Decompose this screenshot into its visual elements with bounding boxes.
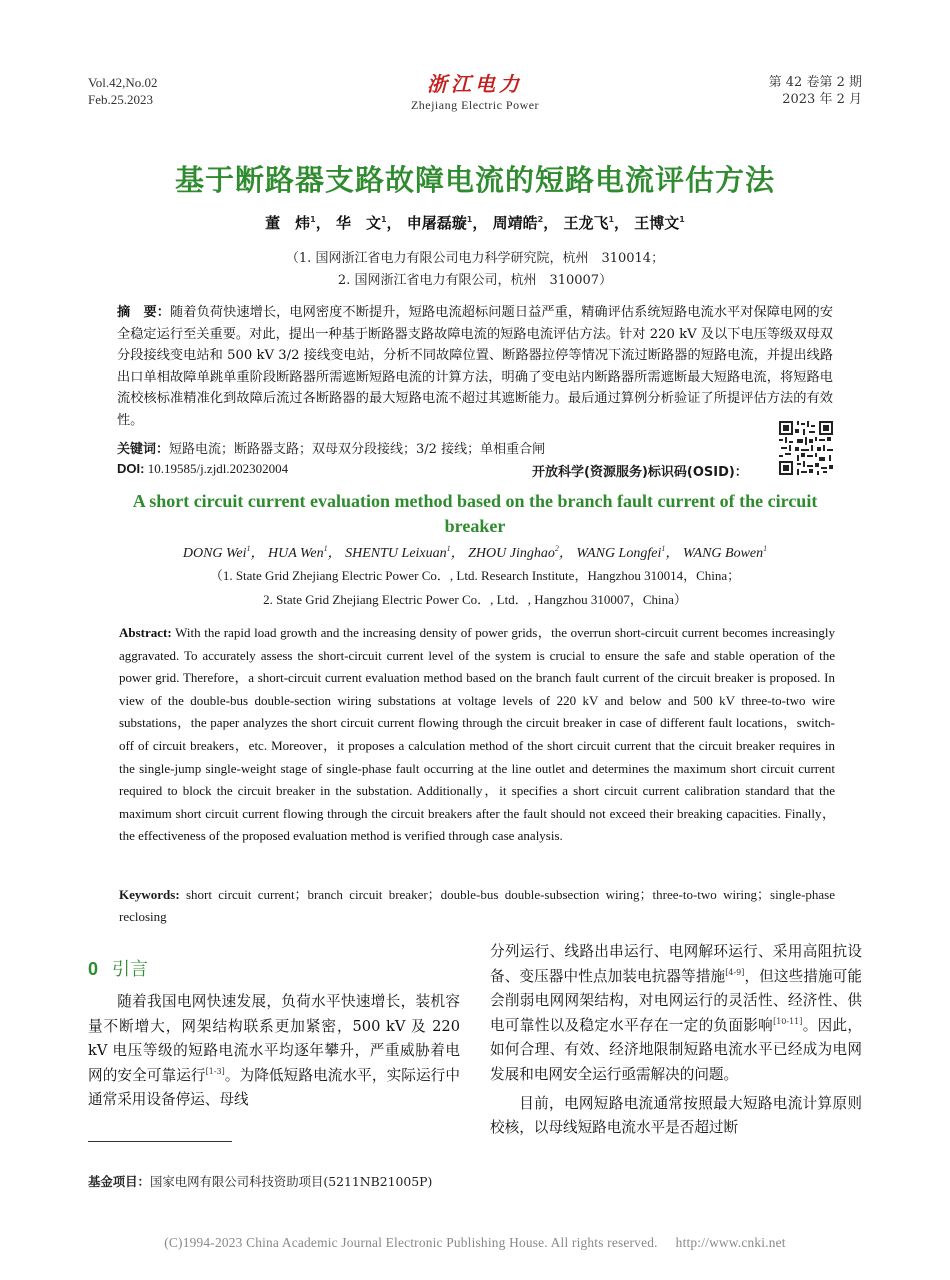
author-name: 申屠磊璇	[406, 214, 467, 232]
author-affiliation-mark: 1	[310, 215, 316, 224]
author-name: SHENTU Leixuan	[345, 546, 447, 561]
author-affiliation-mark: 1	[608, 215, 615, 224]
body-column-right	[490, 940, 862, 1141]
abstract-label: 摘 要：	[117, 305, 171, 320]
paragraph-text: 随着我国电网快速发展，负荷水平快速增长，装机容量不断增大，网架结构联系更加紧密，500 kV 及 220 kV 电压等级的短路电流水平均逐年攀升，严重威胁着电网的安全可靠运行	[88, 993, 460, 1084]
author-name: DONG Wei	[182, 546, 247, 561]
doi-label: DOI:	[117, 461, 145, 476]
funding-note	[88, 1172, 432, 1190]
paragraph-text: ，但这些措施可能会削弱电网网架结构，对电网运行的灵活性、经济性、供电可靠性以及稳定水平存在一定的负面影响	[490, 967, 862, 1034]
author-list-en: DONG Wei$^1$， HUA Wen$^1$， SHENTU Leixuan$^1$， ZHOU Jinghao$^2$， WANG Longfei$^1$， WANG Bowen$^1$	[182, 544, 768, 561]
author-affiliation-mark: 1	[246, 544, 251, 553]
affiliation-line: （1. 国网浙江省电力有限公司电力科学研究院，杭州 310014；	[285, 251, 665, 266]
author-affiliation-mark: 1	[323, 544, 328, 553]
paragraph-text: 。因此，如何合理、有效、经济地限制短路电流水平已经成为电网发展和电网安全运行亟需解决的问题。	[490, 1016, 862, 1083]
affiliation-line: （1. State Grid Zhejiang Electric Power Co．, Ltd. Research Institute，Hangzhou 310014，China；	[209, 568, 741, 583]
abstract-text: 随着负荷快速增长，电网密度不断提升，短路电流超标问题日益严重，精确评估系统短路电流水平对保障电网的安全稳定运行至关重要。对此，提出一种基于断路器支路故障电流的短路电流评估方法。针对 220 kV 及以下电压等级双母双分段接线变电站和 500 kV 3/2 接线变电站，分析不同故障位置、断路器拉停等情况下流过断路器的短路电流，并提出线路出口单相故障单跳单重阶段断路器所需遮断短路电流的计算方法，明确了变电站内断路器所需遮断最大短路电流，将短路电流校核标准精准化到故障后流过各断路器的最大短路电流不超过其遮断能力。最后通过算例分析验证了所提评估方法的有效性。	[117, 305, 833, 428]
copyright-text: (C)1994-2023 China Academic Journal Electronic Publishing House. All rights reserved.	[164, 1235, 658, 1250]
affiliations-cn	[0, 248, 950, 292]
author-name: HUA Wen	[268, 546, 324, 561]
author-name: 周靖皓	[492, 214, 538, 232]
keywords-label: Keywords:	[119, 887, 180, 902]
funding-label: 基金项目：	[88, 1174, 150, 1189]
osid-label: 开放科学(资源服务)标识码(OSID)：	[532, 465, 748, 480]
citation[interactable]: [10-11]	[773, 1016, 803, 1026]
section-number: 0	[88, 959, 99, 979]
volume-issue-cn: 第 42 卷第 2 期	[768, 75, 862, 90]
funding-text: 国家电网有限公司科技资助项目(5211NB21005P)	[149, 1174, 433, 1189]
author-affiliation-mark: 1	[446, 544, 451, 553]
author-affiliation-mark: 1	[763, 544, 768, 553]
abstract-cn	[117, 302, 833, 432]
keywords-label: 关键词：	[117, 442, 170, 457]
affiliation-line: 2. 国网浙江省电力有限公司，杭州 310007）	[337, 273, 613, 288]
author-name: ZHOU Jinghao	[468, 546, 555, 561]
publish-date: Feb.25.2023	[88, 92, 153, 107]
header-right	[769, 74, 862, 108]
paragraph-text: 分列运行、线路出串运行、电网解环运行、采用高阻抗设备、变压器中性点加装电抗器等措施	[490, 943, 862, 985]
author-affiliation-mark: 2	[554, 544, 559, 553]
paragraph	[88, 990, 460, 1113]
author-affiliation-mark: 1	[661, 544, 666, 553]
citation[interactable]: [1-3]	[205, 1066, 225, 1076]
footnote-divider	[88, 1141, 232, 1142]
citation[interactable]: [4-9]	[725, 967, 745, 977]
section-title: 引言	[112, 959, 149, 980]
keywords-en	[119, 884, 835, 928]
section-heading	[88, 955, 148, 981]
paragraph: 目前，电网短路电流通常按照最大短路电流计算原则校核，以母线短路电流水平是否超过断	[490, 1094, 862, 1137]
journal-logo: 浙江电力	[427, 72, 523, 96]
author-name: 华 文	[335, 214, 381, 232]
affiliations-en	[0, 564, 950, 612]
author-list-cn: 董 炜$^1$， 华 文$^1$， 申屠磊璇$^1$， 周靖皓$^2$， 王龙飞$^1$， 王博文$^1$	[265, 214, 685, 232]
author-name: WANG Bowen	[682, 546, 764, 561]
paper-title-cn: 基于断路器支路故障电流的短路电流评估方法	[174, 163, 775, 197]
abstract-text: With the rapid load growth and the increasing density of power grids，the overrun short-circuit current becomes increasingly aggravated. To accurately assess the short-circuit current level of the system is crucial to ensure the safe and stable operation of the power grid. Therefore，a short-circuit current evaluation method based on the branch fault current of the circuit breaker is proposed. In view of the double-bus double-section wiring substations at voltage levels of 220 kV and below and 500 kV three-to-two wire substations，the paper analyzes the short circuit current flowing through the circuit breaker in case of different fault locations，switch-off of circuit breakers，etc. Moreover，it proposes a calculation method of the short circuit current that the circuit breaker requires in the single-jump single-weight stage of single-phase fault occurring at the line outlet and determines the maximum short circuit current required to block the circuit breaker in the substation. Additionally，it specifies a short circuit current calibration standard that the maximum short circuit current flowing through the circuit breakers after the fault should not exceed their breaking capacities. Finally，the effectiveness of the proposed evaluation method is verified through case analysis.	[119, 625, 836, 844]
keywords-text: short circuit current；branch circuit breaker；double-bus double-subsection wiring；three-to-two wiring；single-phase reclosing	[119, 887, 835, 924]
body-column-left	[88, 990, 460, 1113]
copyright-footer	[0, 1235, 950, 1251]
keywords-text: 短路电流；断路器支路；双母双分段接线；3/2 接线；单相重合闸	[169, 442, 546, 457]
author-name: 王龙飞	[563, 214, 609, 232]
paragraph-text: 。为降低短路电流水平，实际运行中通常采用设备停运、母线	[88, 1066, 460, 1109]
source-url[interactable]: http://www.cnki.net	[675, 1235, 786, 1250]
author-affiliation-mark: 2	[537, 215, 544, 224]
volume-issue: Vol.42,No.02	[88, 75, 158, 90]
doi-value: 10.19585/j.zjdl.202302004	[147, 461, 289, 476]
paragraph	[490, 940, 862, 1088]
author-affiliation-mark: 1	[466, 215, 473, 224]
author-name: WANG Longfei	[576, 546, 662, 561]
abstract-en	[119, 622, 835, 848]
keywords-cn	[117, 440, 757, 460]
publish-date-cn: 2023 年 2 月	[782, 92, 862, 107]
doi-line	[117, 461, 288, 477]
qr-code-icon[interactable]	[779, 421, 833, 475]
author-affiliation-mark: 1	[679, 215, 685, 224]
affiliation-line: 2. State Grid Zhejiang Electric Power Co．, Ltd．, Hangzhou 310007，China）	[263, 592, 687, 607]
author-affiliation-mark: 1	[380, 215, 387, 224]
journal-name-en: Zhejiang Electric Power	[410, 98, 540, 112]
author-name: 王博文	[634, 214, 680, 232]
paper-title-en: A short circuit current evaluation method based on the branch fault current of the circuit breaker	[132, 491, 818, 536]
author-name: 董 炜	[265, 214, 311, 232]
abstract-label: Abstract:	[119, 625, 172, 640]
